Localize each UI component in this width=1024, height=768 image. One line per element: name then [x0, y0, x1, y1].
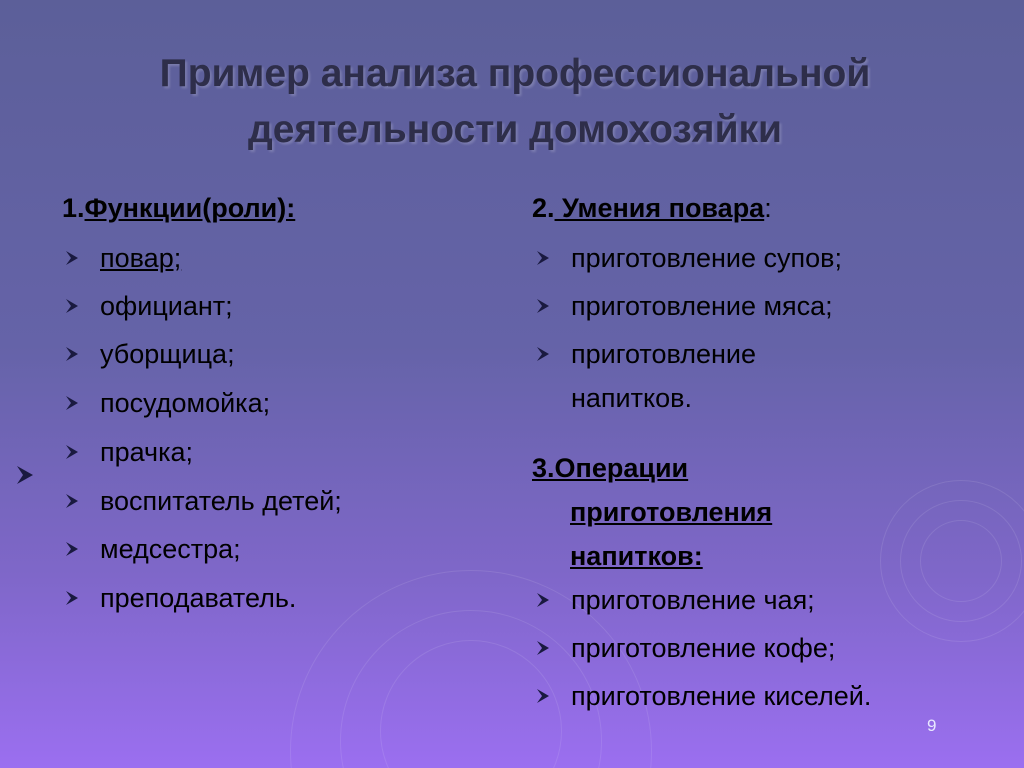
cook-skills-heading-label: Умения повара — [554, 193, 765, 223]
list-item: медсестра; — [100, 534, 241, 564]
list-item: приготовление напитков. — [571, 339, 756, 413]
slide-title: Пример анализа профессиональной деятельности домохозяйки — [159, 52, 871, 151]
arrow-bullet-icon — [64, 346, 80, 362]
list-item: воспитатель детей; — [100, 486, 342, 516]
arrow-bullet-icon — [64, 541, 80, 557]
arrow-bullet-icon — [64, 590, 80, 606]
drinks-operations-heading-label: 3.Операции приготовления напитков: — [532, 453, 773, 571]
page-number: 9 — [927, 716, 937, 735]
cook-skills-heading-suffix: : — [764, 193, 772, 223]
functions-heading-label: Функции(роли): — [84, 193, 296, 223]
list-item: уборщица; — [100, 339, 235, 369]
ripple-decoration — [880, 480, 1024, 642]
arrow-bullet-icon — [64, 250, 80, 266]
list-item: приготовление кофе; — [571, 633, 836, 663]
list-item: приготовление чая; — [571, 585, 815, 615]
functions-heading-number: 1. — [62, 193, 85, 223]
arrow-bullet-icon — [64, 298, 80, 314]
list-item: официант; — [100, 291, 233, 321]
list-item: посудомойка; — [100, 388, 271, 418]
cook-skills-heading-number: 2. — [532, 193, 555, 223]
arrow-bullet-icon — [535, 250, 551, 266]
arrow-bullet-icon — [64, 444, 80, 460]
functions-heading — [62, 186, 295, 230]
cook-skills-heading — [532, 186, 772, 230]
list-item: приготовление мяса; — [571, 291, 833, 321]
list-item: приготовление киселей. — [571, 681, 872, 711]
arrow-bullet-icon — [535, 688, 551, 704]
list-item: повар; — [100, 243, 182, 273]
list-item: преподаватель. — [100, 583, 297, 613]
list-item: приготовление супов; — [571, 243, 842, 273]
arrow-bullet-icon — [535, 298, 551, 314]
list-item: прачка; — [100, 437, 194, 467]
arrow-bullet-icon — [64, 395, 80, 411]
arrow-bullet-icon — [535, 346, 551, 362]
arrow-bullet-icon — [535, 640, 551, 656]
arrow-bullet-icon — [14, 464, 36, 486]
drinks-operations-heading — [532, 446, 862, 578]
arrow-bullet-icon — [535, 592, 551, 608]
arrow-bullet-icon — [64, 493, 80, 509]
